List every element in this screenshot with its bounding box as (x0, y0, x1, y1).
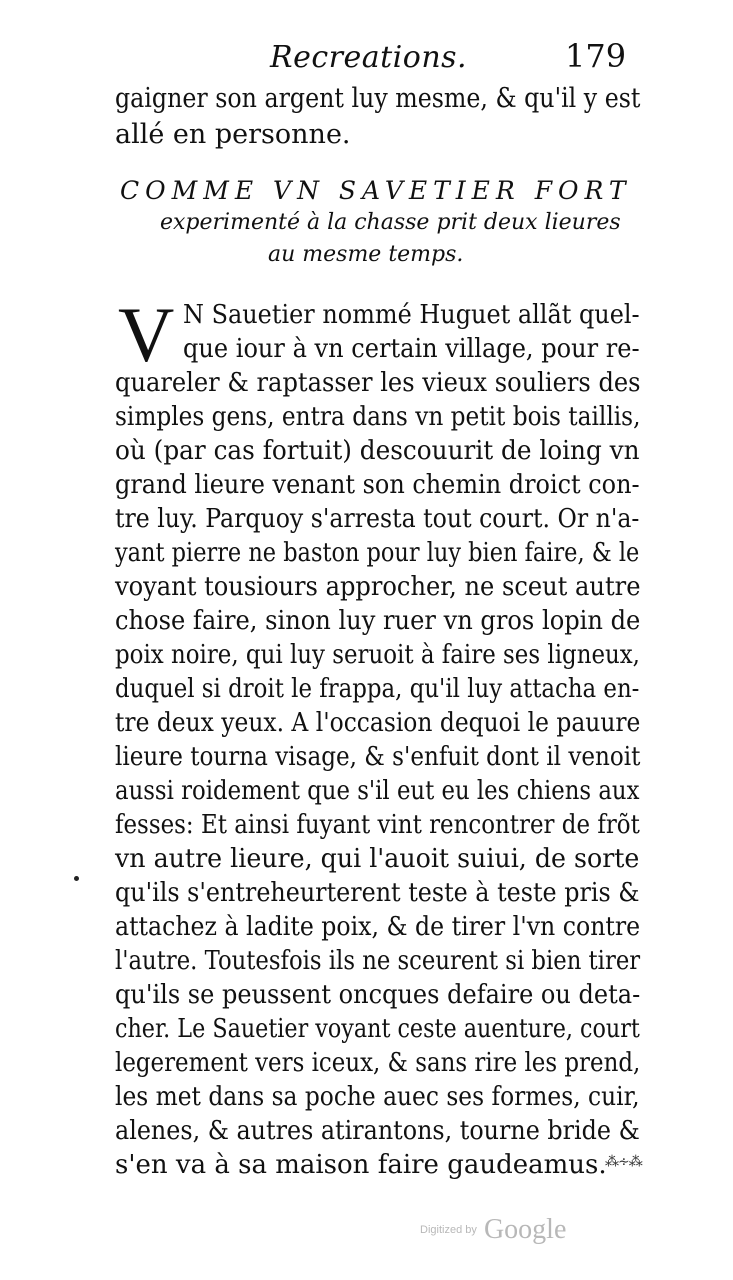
body-line: qu'ils s'entreheurterent teste à teste pris & (115, 878, 640, 908)
body-line: vn autre lieure, qui l'auoit suiui, de sorte (115, 844, 640, 874)
body-line: les met dans sa poche auec ses formes, cuir, (115, 1082, 640, 1112)
chapter-heading-line-2: experimenté à la chasse prit deux lieures (160, 210, 621, 235)
chapter-heading-line-3: au mesme temps. (268, 242, 464, 267)
body-line: tre deux yeux. A l'occasion dequoi le pauure (115, 708, 641, 738)
continued-text-line-1: gaigner son argent luy mesme, & qu'il y est (115, 83, 641, 114)
body-line: poix noire, qui luy seruoit à faire ses ligneux, (115, 640, 640, 670)
page-number: 179 (565, 37, 627, 75)
drop-cap: V (118, 291, 175, 378)
body-line: s'en va à sa maison faire gaudeamus. (115, 1150, 607, 1180)
body-line: duquel si droit le frappa, qu'il luy attacha en- (115, 674, 640, 704)
body-line: l'autre. Toutesfois ils ne sceurent si bien tirer (115, 946, 641, 976)
digitization-watermark (420, 1214, 566, 1246)
body-line: que iour à vn certain village, pour re- (183, 334, 640, 364)
ornament-flourish-icon: ⁂∻⁂ (605, 1154, 642, 1170)
continued-text-line-2: allé en personne. (115, 119, 351, 150)
google-logo: Google (483, 1214, 567, 1245)
body-line: fesses: Et ainsi fuyant vint rencontrer de frõt (115, 810, 640, 840)
body-line: quareler & raptasser les vieux souliers des (115, 368, 641, 398)
body-line: lieure tourna visage, & s'enfuit dont il venoit (115, 742, 641, 772)
body-line: qu'ils se peussent oncques defaire ou deta- (115, 980, 641, 1010)
running-head: Recreations. (270, 40, 468, 75)
body-line: chose faire, sinon luy ruer vn gros lopin de (115, 606, 641, 636)
body-line: legerement vers iceux, & sans rire les prend, (115, 1048, 641, 1078)
body-line: cher. Le Sauetier voyant ceste auenture, court (115, 1014, 640, 1044)
body-line: aussi roidement que s'il eut eu les chiens aux (115, 776, 640, 806)
body-line: simples gens, entra dans vn petit bois taillis, (115, 402, 641, 432)
body-line: alenes, & autres atirantons, tourne bride & (115, 1116, 640, 1146)
body-line: où (par cas fortuit) descouurit de loing vn (115, 436, 640, 466)
digitized-by-label: Digitized by (420, 1224, 477, 1236)
body-line: tre luy. Parquoy s'arresta tout court. Or n'a- (115, 504, 640, 534)
body-line: N Sauetier nommé Huguet allãt quel- (183, 300, 640, 330)
body-line: attachez à ladite poix, & de tirer l'vn contre (115, 912, 641, 942)
body-line: voyant tousiours approcher, ne sceut autre (115, 572, 641, 602)
body-line: yant pierre ne baston pour luy bien faire, & le (115, 538, 640, 568)
chapter-heading-line-1: COMME VN SAVETIER FORT (120, 176, 632, 205)
body-line: grand lieure venant son chemin droict con- (115, 470, 640, 500)
ink-smudge (74, 876, 79, 881)
